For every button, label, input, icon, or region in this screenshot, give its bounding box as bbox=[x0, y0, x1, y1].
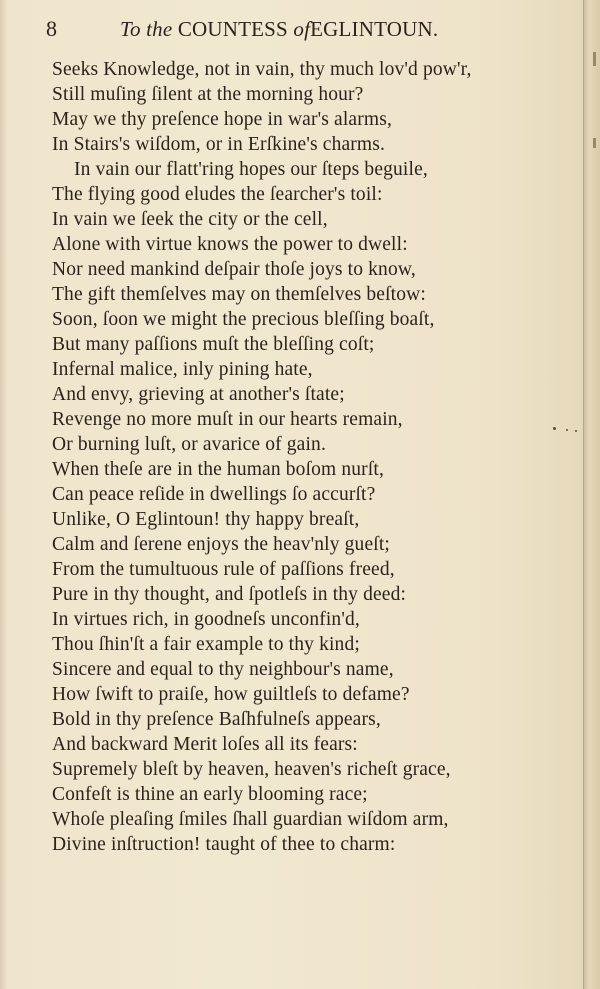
title-main: COUNTESS bbox=[177, 17, 288, 41]
gutter-mark bbox=[593, 138, 596, 148]
poem-line: May we thy preſence hope in war's alarms, bbox=[52, 109, 392, 130]
poem-line: Revenge no more muſt in our hearts remain, bbox=[52, 409, 403, 430]
ink-speck bbox=[566, 429, 568, 431]
poem-line: Calm and ſerene enjoys the heav'nly gueſt; bbox=[52, 534, 390, 555]
poem-line: Infernal malice, inly pining hate, bbox=[52, 359, 313, 380]
poem-line: Seeks Knowledge, not in vain, thy much lov'd pow'r, bbox=[52, 59, 472, 80]
page-number: 8 bbox=[46, 16, 57, 41]
poem-line: Soon, ſoon we might the precious bleſſing boaſt, bbox=[52, 309, 435, 330]
title-prefix: To the bbox=[120, 17, 173, 41]
title-name: EGLINTOUN. bbox=[310, 17, 439, 41]
poem-line: In virtues rich, in goodneſs unconfin'd, bbox=[52, 609, 360, 630]
poem-line: In vain our flatt'ring hopes our ſteps beguile, bbox=[74, 159, 428, 180]
poem-line: Sincere and equal to thy neighbour's name, bbox=[52, 659, 394, 680]
gutter-mark bbox=[593, 52, 596, 66]
poem-line: Thou ſhin'ſt a fair example to thy kind; bbox=[52, 634, 360, 655]
title-of: of bbox=[293, 17, 311, 41]
poem-line: The gift themſelves may on themſelves beſtow: bbox=[52, 284, 426, 305]
poem-line: Still muſing ſilent at the morning hour? bbox=[52, 84, 364, 105]
poem-line: How ſwift to praiſe, how guiltleſs to defame? bbox=[52, 684, 410, 705]
ink-speck bbox=[575, 430, 577, 432]
poem-line: From the tumultuous rule of paſſions freed, bbox=[52, 559, 395, 580]
poem-line: Pure in thy thought, and ſpotleſs in thy deed: bbox=[52, 584, 407, 605]
poem-line: In Stairs's wiſdom, or in Erſkine's charms. bbox=[52, 134, 386, 155]
page-edge-shadow bbox=[0, 0, 8, 989]
poem-line: Or burning luſt, or avarice of gain. bbox=[52, 434, 326, 455]
ink-speck bbox=[553, 427, 556, 430]
poem-line: But many paſſions muſt the bleſſing coſt; bbox=[52, 334, 375, 355]
poem-line: Divine inſtruction! taught of thee to charm: bbox=[52, 834, 396, 855]
poem-line: Confeſt is thine an early blooming race; bbox=[52, 784, 368, 805]
poem-line: Nor need mankind deſpair thoſe joys to know, bbox=[52, 259, 416, 280]
poem-line: Can peace reſide in dwellings ſo accurſt? bbox=[52, 484, 376, 505]
poem-line: And backward Merit loſes all its fears: bbox=[52, 734, 358, 755]
poem-line: In vain we ſeek the city or the cell, bbox=[52, 209, 328, 230]
poem-body bbox=[52, 57, 572, 857]
poem-line: Whoſe pleaſing ſmiles ſhall guardian wiſdom arm, bbox=[52, 809, 449, 830]
poem-line: And envy, grieving at another's ſtate; bbox=[52, 384, 345, 405]
poem-line: Supremely bleſt by heaven, heaven's richeſt grace, bbox=[52, 759, 451, 780]
book-gutter bbox=[583, 0, 600, 989]
poem-line: Bold in thy preſence Baſhfulneſs appears, bbox=[52, 709, 381, 730]
poem-line: The flying good eludes the ſearcher's toil: bbox=[52, 184, 383, 205]
poem-line: Unlike, O Eglintoun! thy happy breaſt, bbox=[52, 509, 360, 530]
poem-line: Alone with virtue knows the power to dwell: bbox=[52, 234, 408, 255]
running-head bbox=[46, 14, 566, 44]
poem-line: When theſe are in the human boſom nurſt, bbox=[52, 459, 384, 480]
running-title bbox=[120, 14, 438, 44]
